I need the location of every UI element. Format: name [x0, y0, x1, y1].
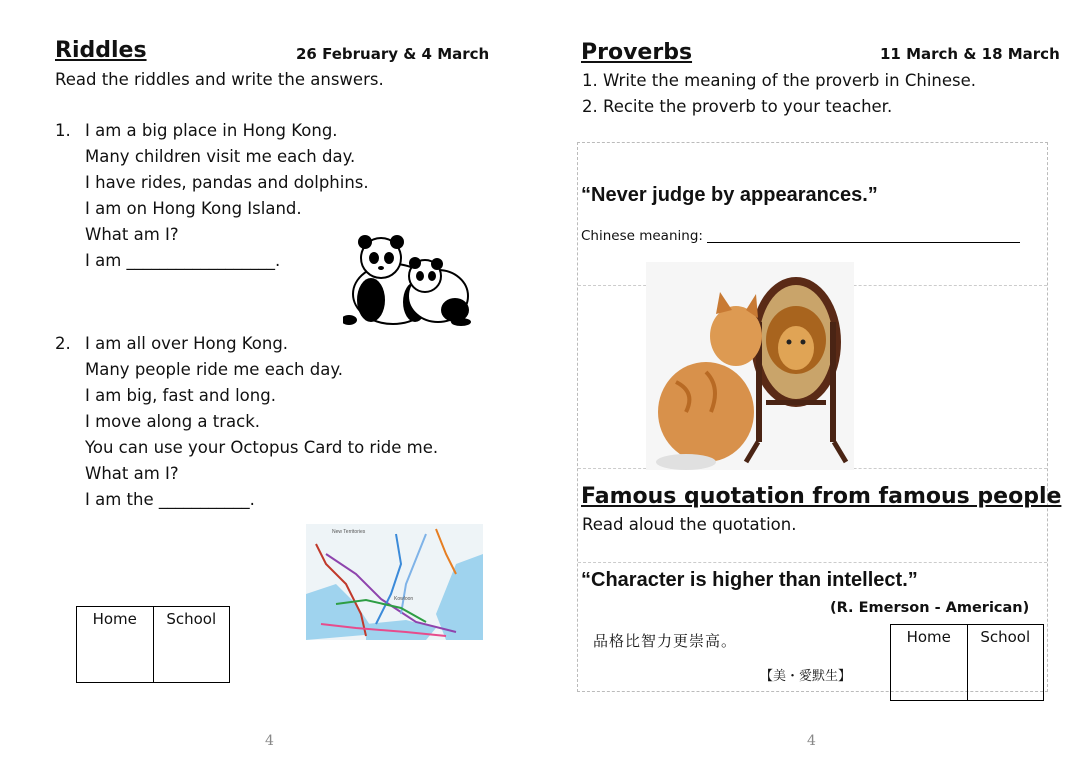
proverbs-instruction-1: 1. Write the meaning of the proverb in Chinese. [582, 71, 977, 90]
riddle-line: I am on Hong Kong Island. [85, 199, 302, 218]
quotation-author: (R. Emerson - American) [830, 600, 1030, 616]
kitten-mirror-image [646, 262, 854, 470]
riddle-line: What am I? [85, 464, 179, 483]
proverbs-instruction-2: 2. Recite the proverb to your teacher. [582, 97, 893, 116]
riddle-line: You can use your Octopus Card to ride me. [85, 438, 439, 457]
riddle-line: I am all over Hong Kong. [85, 334, 289, 353]
riddle-line: I am a big place in Hong Kong. [85, 121, 338, 140]
riddle-line: What am I? [85, 225, 179, 244]
chinese-author: 【美・愛默生】 [760, 669, 852, 684]
riddle-1 [85, 121, 369, 277]
riddle-1-answer-line[interactable]: I am __________________. [85, 251, 281, 270]
proverbs-date: 11 March & 18 March [880, 45, 1060, 63]
right-check-table [890, 624, 1044, 701]
proverbs-title: Proverbs [581, 40, 693, 65]
frame-divider [578, 562, 1047, 563]
riddle-line: I have rides, pandas and dolphins. [85, 173, 369, 192]
famous-quotation-title: Famous quotation from famous people [581, 484, 1062, 509]
riddle-line: Many children visit me each day. [85, 147, 356, 166]
riddles-title: Riddles [55, 38, 147, 63]
left-page-number: 4 [265, 733, 274, 749]
panda-image [343, 232, 475, 328]
mtr-map-image [306, 524, 483, 640]
famous-quotation-instruction: Read aloud the quotation. [582, 515, 797, 534]
riddle-line: I am big, fast and long. [85, 386, 276, 405]
map-label: New Territories [332, 529, 366, 535]
chinese-quotation: 品格比智力更崇高。 [593, 632, 738, 650]
riddles-instruction: Read the riddles and write the answers. [55, 70, 384, 89]
riddle-line: Many people ride me each day. [85, 360, 343, 379]
left-check-table [76, 606, 230, 683]
map-label-kowloon: Kowloon [394, 596, 414, 602]
chinese-meaning-input[interactable] [707, 242, 1020, 243]
home-check-cell[interactable]: Home [891, 625, 968, 700]
riddle-1-number: 1. [55, 121, 71, 140]
right-page-number: 4 [807, 733, 816, 749]
home-check-cell[interactable]: Home [77, 607, 154, 682]
proverb-text: “Never judge by appearances.” [581, 184, 878, 206]
riddle-2-answer-line[interactable]: I am the ___________. [85, 490, 255, 509]
school-check-cell[interactable]: School [980, 628, 1031, 646]
riddles-date: 26 February & 4 March [296, 45, 490, 63]
riddle-line: I move along a track. [85, 412, 260, 431]
chinese-meaning-label: Chinese meaning: [581, 228, 703, 244]
quotation-text: “Character is higher than intellect.” [581, 569, 918, 591]
school-check-cell[interactable]: School [166, 610, 217, 628]
riddle-2-number: 2. [55, 334, 71, 353]
riddle-2 [85, 334, 438, 516]
